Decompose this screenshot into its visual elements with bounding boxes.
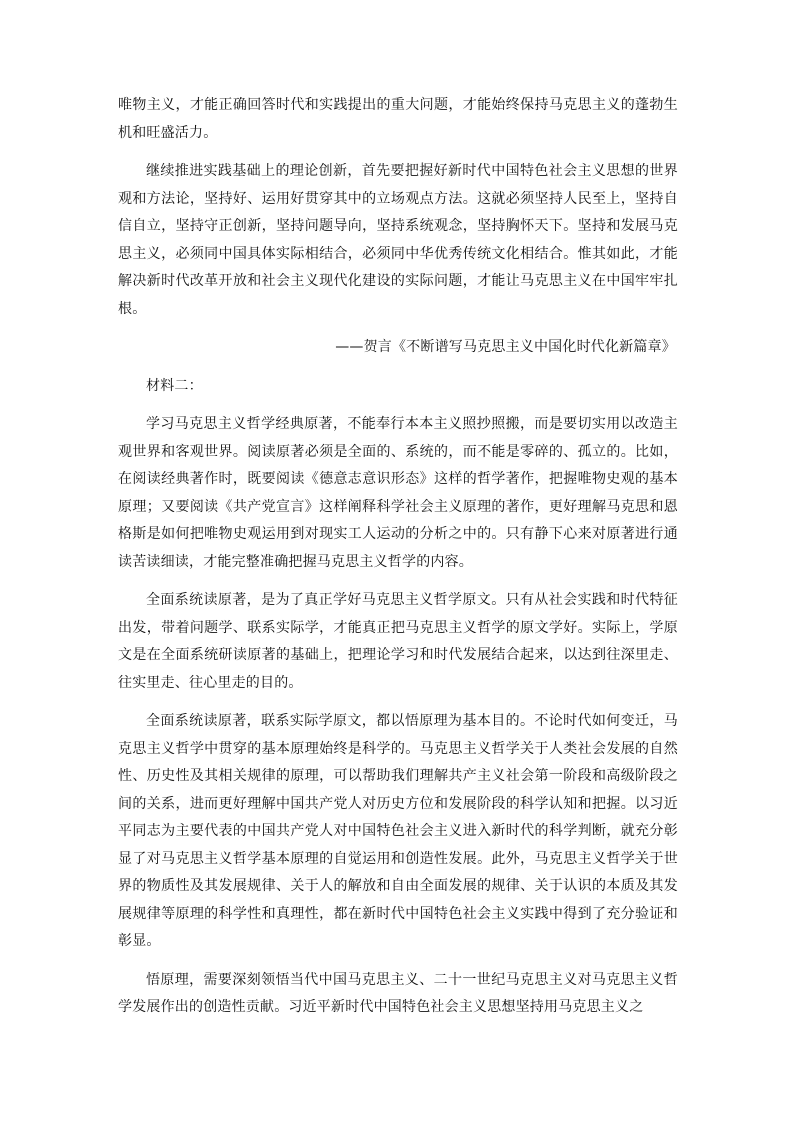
- paragraph-creative-contribution: 悟原理，需要深刻领悟当代中国马克思主义、二十一世纪马克思主义对马克思主义哲学发展作出的创造性贡献。习近平新时代中国特色社会主义思想坚持用马克思主义之: [118, 971, 678, 1015]
- material-two-heading: 材料二：: [146, 377, 203, 394]
- document-body: [118, 92, 678, 1022]
- paragraph-understand-principles: 全面系统读原著，联系实际学原文，都以悟原理为基本目的。不论时代如何变迁，马克思主义哲学中贯穿的基本原理始终是科学的。马克思主义哲学关于人类社会发展的自然性、历史性及其相关规律的原理，可以帮助我们理解共产主义社会第一阶段和高级阶段之间的关系，进而更好理解中国共产党人对历史方位和发展阶段的科学认知和把握。以习近平同志为主要代表的中国共产党人对中国特色社会主义进入新时代的科学判断，就充分彰显了对马克思主义哲学基本原理的自觉运用和创造性发展。此外，马克思主义哲学关于世界的物质性及其发展规律、关于人的解放和自由全面发展的规律、关于认识的本质及其发展规律等原理的科学性和真理性，都在新时代中国特色社会主义实践中得到了充分验证和彰显。: [118, 713, 678, 949]
- source-attribution: ——贺言《不断谱写马克思主义中国化时代化新篇章》: [335, 339, 676, 355]
- paragraph-continuation: 唯物主义，才能正确回答时代和实践提出的重大问题，才能始终保持马克思主义的蓬勃生机和旺盛活力。: [118, 97, 678, 141]
- paragraph-study-text: 全面系统读原著，是为了真正学好马克思主义哲学原文。只有从社会实践和时代特征出发，带着问题学、联系实际学，才能真正把马克思主义哲学的原文学好。实际上，学原文是在全面系统研读原著的基础上，把理论学习和时代发展结合起来，以达到往深里走、往实里走、往心里走的目的。: [118, 592, 678, 691]
- paragraph-theory-innovation: 继续推进实践基础上的理论创新，首先要把握好新时代中国特色社会主义思想的世界观和方法论，坚持好、运用好贯穿其中的立场观点方法。这就必须坚持人民至上，坚持自信自立，坚持守正创新，坚持问题导向，坚持系统观念，坚持胸怀天下。坚持和发展马克思主义，必须同中国具体实际相结合，必须同中华优秀传统文化相结合。惟其如此，才能解决新时代改革开放和社会主义现代化建设的实际问题，才能让马克思主义在中国牢牢扎根。: [118, 163, 678, 317]
- paragraph-read-originals: 学习马克思主义哲学经典原著，不能奉行本本主义照抄照搬，而是要切实用以改造主观世界和客观世界。阅读原著必须是全面的、系统的，而不能是零碎的、孤立的。比如，在阅读经典著作时，既要阅读《德意志意识形态》这样的哲学著作，把握唯物史观的基本原理；又要阅读《共产党宣言》这样阐释科学社会主义原理的著作，更好理解马克思和恩格斯是如何把唯物史观运用到对现实工人运动的分析之中的。只有静下心来对原著进行通读苦读细读，才能完整准确把握马克思主义哲学的内容。: [118, 416, 678, 570]
